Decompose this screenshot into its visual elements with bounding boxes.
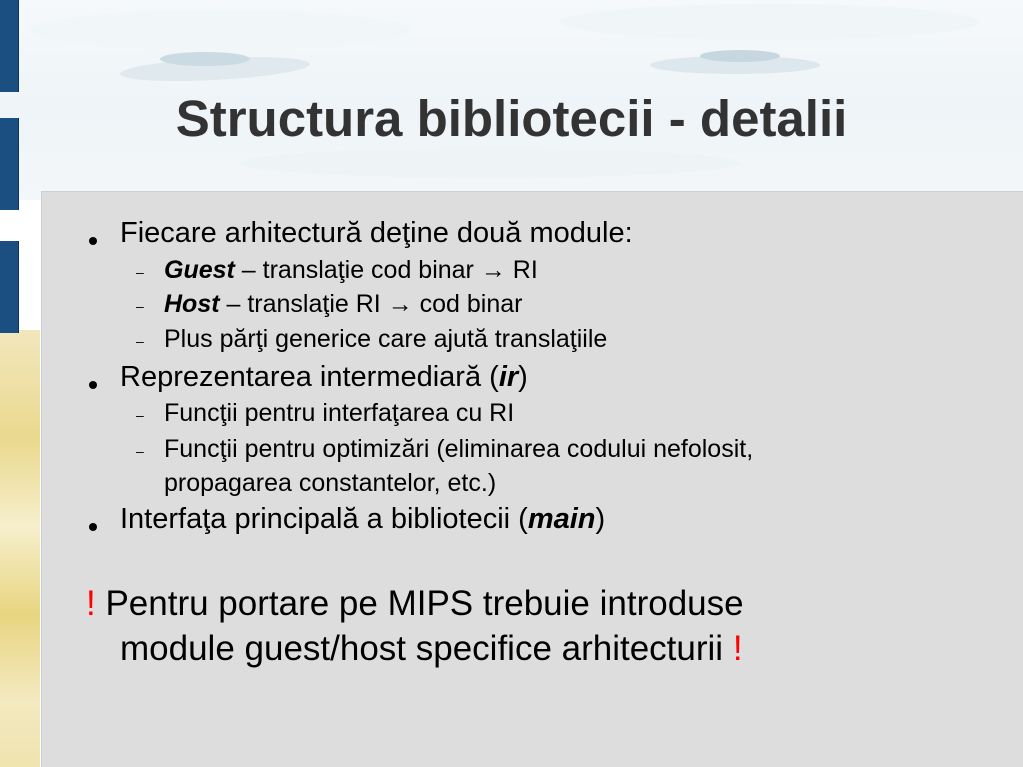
- side-blue-bar: [0, 0, 19, 92]
- cloud-decoration: [240, 148, 740, 178]
- sub-list-item-text: Funcţii pentru interfaţarea cu RI: [164, 399, 515, 427]
- slide-title: Structura bibliotecii - detalii: [175, 90, 848, 147]
- dash-marker: –: [136, 333, 144, 349]
- list-item: [120, 503, 605, 536]
- bullet-dot: [89, 381, 97, 389]
- bullet-dot: [89, 523, 97, 531]
- emphasis-text: ir: [498, 361, 519, 393]
- list-item-text: Interfaţa principală a bibliotecii (: [120, 503, 528, 535]
- sub-list-item-text: – translaţie cod binar → RI: [234, 256, 538, 284]
- sub-list-item: [164, 325, 607, 354]
- list-item-text: Fiecare arhitectură deţine două module:: [120, 217, 633, 249]
- emphasis-text: Host: [164, 290, 220, 318]
- sub-list-item-continuation: [164, 469, 496, 498]
- sub-list-item: [164, 256, 538, 285]
- dash-marker: –: [136, 298, 144, 314]
- emphasis-text: main: [527, 503, 596, 535]
- sub-list-item: [164, 435, 753, 464]
- cloud-decoration: [160, 52, 250, 66]
- sub-list-item-text: Plus părţi generice care ajută translaţiile: [164, 325, 608, 353]
- dash-marker: –: [136, 264, 144, 280]
- list-item-text: ): [595, 503, 606, 535]
- dash-marker: –: [136, 443, 144, 459]
- content-box: [41, 191, 1023, 767]
- sub-list-item: [164, 399, 514, 428]
- cloud-decoration: [560, 4, 980, 40]
- sub-list-item-text: Funcţii pentru optimizări (eliminarea codului nefolosit,: [164, 435, 754, 463]
- note-line-2: [120, 629, 743, 669]
- list-item: [120, 361, 528, 394]
- list-item-text: ): [518, 361, 528, 393]
- sub-list-item-text: – translaţie RI → cod binar: [219, 290, 523, 318]
- exclamation-mark: !: [732, 629, 743, 668]
- emphasis-text: Guest: [164, 256, 235, 284]
- sub-list-item: [164, 290, 522, 319]
- exclamation-mark: !: [86, 584, 96, 623]
- cloud-decoration: [30, 10, 410, 50]
- sub-list-item-text: propagarea constantelor, etc.): [164, 469, 497, 497]
- side-blue-bar: [0, 241, 19, 333]
- left-decoration-strip: [0, 330, 40, 767]
- note-line-1: [86, 584, 744, 624]
- bullet-dot: [89, 237, 97, 245]
- list-item: [120, 217, 633, 250]
- dash-marker: –: [136, 407, 144, 423]
- list-item-text: Reprezentarea intermediară (: [120, 361, 499, 393]
- note-text: Pentru portare pe MIPS trebuie introduse: [95, 584, 744, 623]
- note-text: module guest/host specifice arhitecturii: [120, 629, 733, 668]
- cloud-decoration: [700, 50, 780, 62]
